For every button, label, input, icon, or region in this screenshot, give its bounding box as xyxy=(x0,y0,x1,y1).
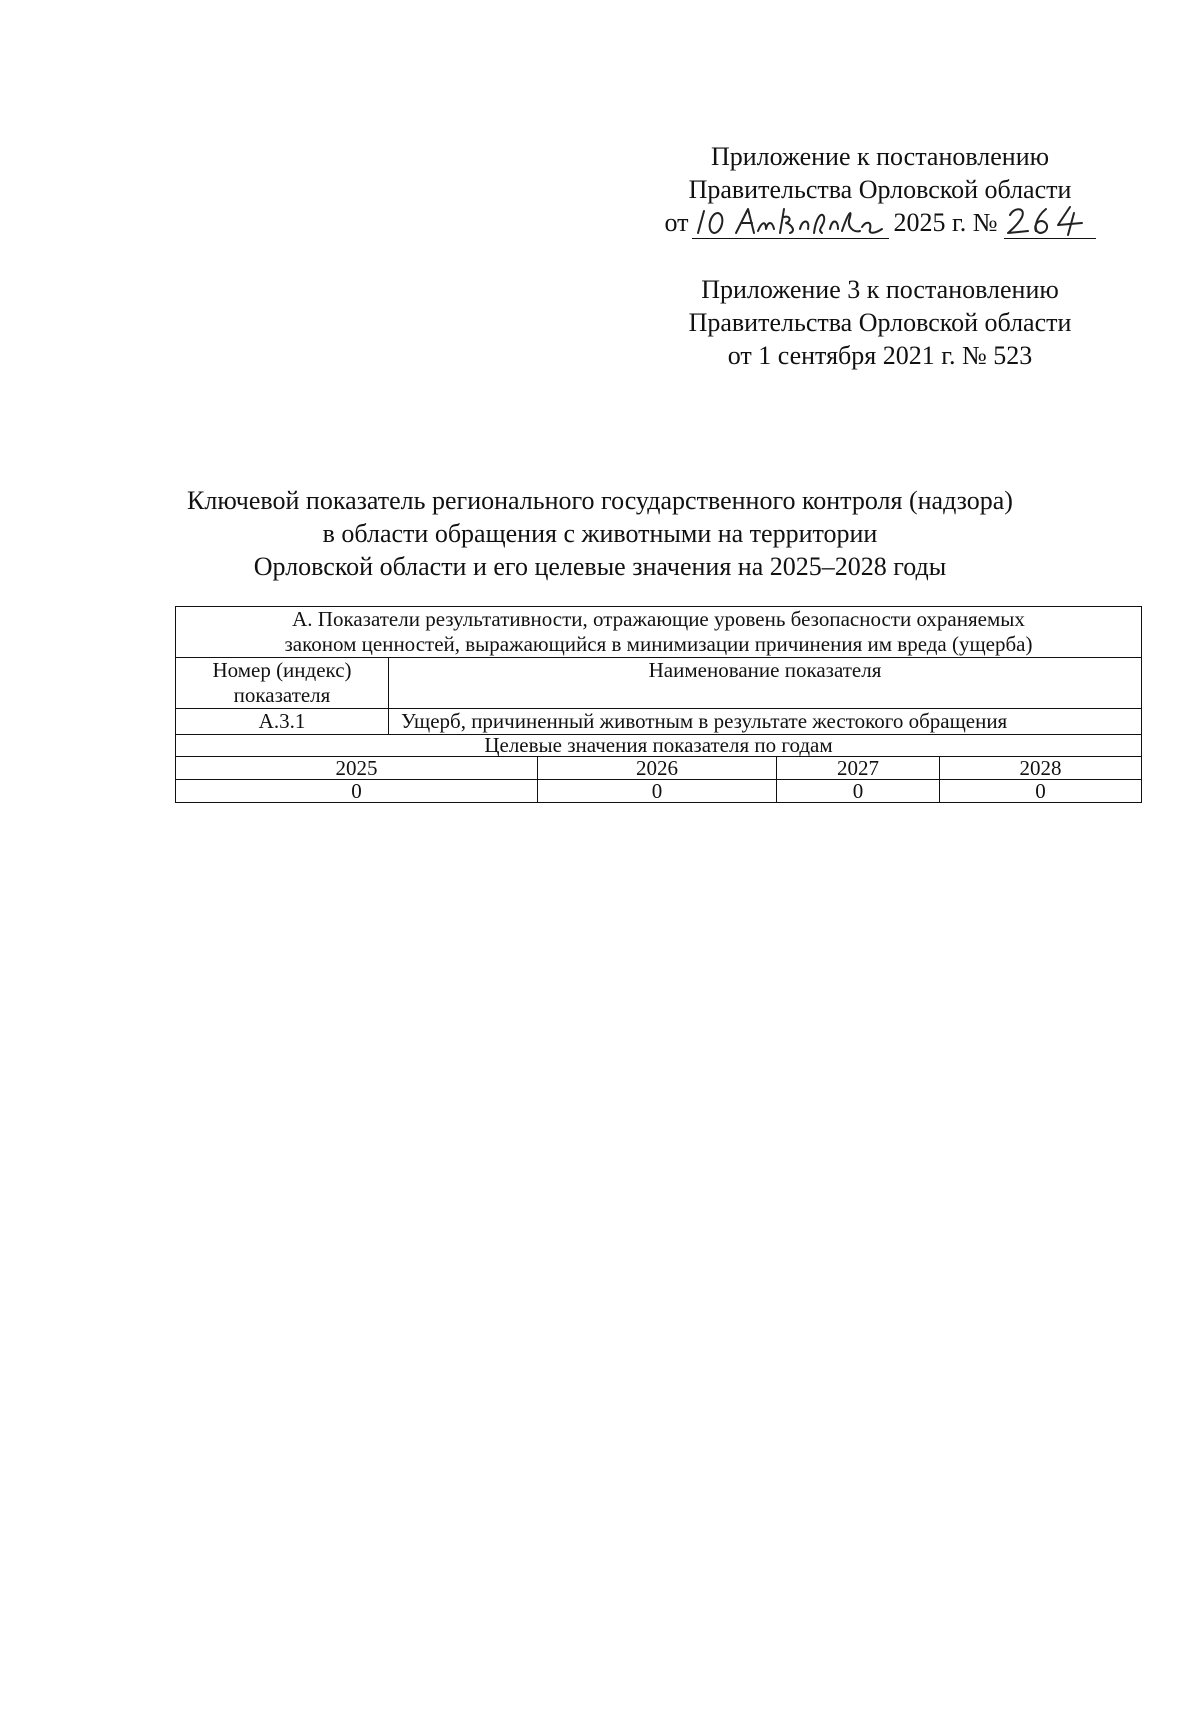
value-cell: 0 xyxy=(176,780,538,803)
table-row xyxy=(176,780,1142,803)
appendix-line: Правительства Орловской области xyxy=(688,175,1072,204)
appendix-line: Приложение к постановлению xyxy=(710,142,1050,171)
appendix-header-previous xyxy=(640,273,1120,372)
year-cell: 2025 xyxy=(176,757,538,780)
indicator-name-cell: Ущерб, причиненный животным в результате жестокого обращения xyxy=(389,709,1142,735)
year-cell: 2027 xyxy=(777,757,940,780)
date-suffix: 2025 г. № xyxy=(893,208,998,237)
indicator-table xyxy=(175,606,1142,803)
appendix-date-line xyxy=(640,206,1120,239)
title-line: Орловской области и его целевые значения на 2025–2028 годы xyxy=(253,552,947,581)
column-header-text: показателя xyxy=(233,683,331,707)
value-cell: 0 xyxy=(538,780,777,803)
value-cell: 0 xyxy=(940,780,1142,803)
appendix-line: от 1 сентября 2021 г. № 523 xyxy=(727,341,1033,370)
handwritten-number-signature xyxy=(1004,203,1096,237)
year-cell: 2028 xyxy=(940,757,1142,780)
appendix-line: Правительства Орловской области xyxy=(688,308,1072,337)
appendix-line: Приложение 3 к постановлению xyxy=(701,275,1059,304)
target-values-header: Целевые значения показателя по годам xyxy=(176,735,1142,757)
column-header-number xyxy=(176,658,389,709)
document-title xyxy=(150,484,1050,583)
appendix-header-current xyxy=(640,140,1120,239)
table-row xyxy=(176,607,1142,658)
column-header-text: Номер (индекс) xyxy=(212,658,352,682)
handwritten-date xyxy=(692,208,889,239)
table-row xyxy=(176,658,1142,709)
section-line: А. Показатели результативности, отражающие уровень безопасности охраняемых xyxy=(292,607,1025,631)
date-prefix: от xyxy=(664,208,689,237)
section-header-cell xyxy=(176,607,1142,658)
section-line: законом ценностей, выражающийся в минимизации причинения им вреда (ущерба) xyxy=(284,632,1033,656)
table-row xyxy=(176,709,1142,735)
handwritten-date-signature xyxy=(692,203,889,237)
indicator-index-cell: А.3.1 xyxy=(176,709,389,735)
value-cell: 0 xyxy=(777,780,940,803)
year-cell: 2026 xyxy=(538,757,777,780)
table-row xyxy=(176,735,1142,757)
title-line: в области обращения с животными на территории xyxy=(322,519,878,548)
column-header-name: Наименование показателя xyxy=(389,658,1142,709)
handwritten-number xyxy=(1004,208,1096,239)
title-line: Ключевой показатель регионального государственного контроля (надзора) xyxy=(187,486,1013,515)
table-row xyxy=(176,757,1142,780)
